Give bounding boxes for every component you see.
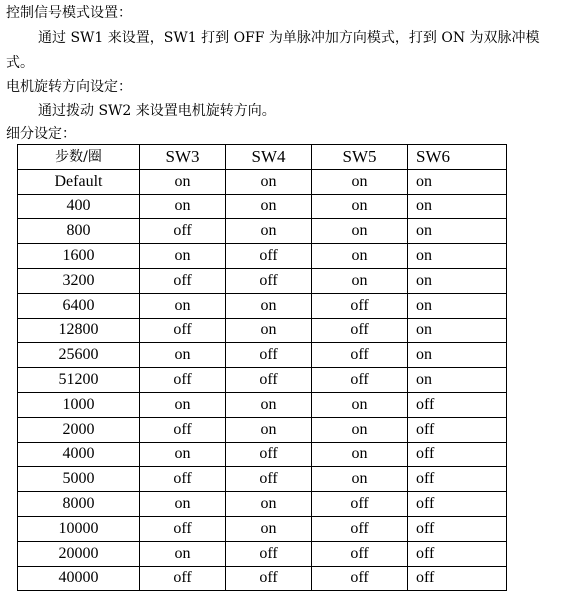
steps-cell: Default [18, 169, 140, 194]
table-row [18, 169, 507, 194]
switch-cell-sw6: off [408, 516, 507, 541]
switch-cell-sw5: on [312, 417, 408, 442]
table-row [18, 268, 507, 293]
table-row [18, 566, 507, 591]
switch-cell-sw6: off [408, 566, 507, 591]
switch-cell-sw3: off [140, 566, 226, 591]
switch-cell-sw4: on [226, 169, 312, 194]
header-sw4: SW4 [226, 145, 312, 170]
switch-cell-sw3: off [140, 467, 226, 492]
steps-cell: 12800 [18, 318, 140, 343]
switch-cell-sw6: off [408, 417, 507, 442]
switch-cell-sw3: on [140, 293, 226, 318]
steps-cell: 40000 [18, 566, 140, 591]
switch-cell-sw4: off [226, 368, 312, 393]
switch-cell-sw4: off [226, 566, 312, 591]
steps-cell: 2000 [18, 417, 140, 442]
switch-cell-sw4: on [226, 417, 312, 442]
switch-cell-sw5: off [312, 293, 408, 318]
switch-cell-sw6: off [408, 492, 507, 517]
switch-cell-sw3: on [140, 541, 226, 566]
table-row [18, 368, 507, 393]
switch-cell-sw4: off [226, 244, 312, 269]
steps-cell: 3200 [18, 268, 140, 293]
header-steps-per-rev: 步数/圈 [18, 145, 140, 170]
header-sw3: SW3 [140, 145, 226, 170]
switch-cell-sw5: off [312, 368, 408, 393]
switch-cell-sw6: off [408, 541, 507, 566]
table-header-row [18, 145, 507, 170]
switch-cell-sw5: off [312, 343, 408, 368]
switch-cell-sw6: on [408, 343, 507, 368]
switch-cell-sw5: on [312, 467, 408, 492]
switch-cell-sw3: off [140, 417, 226, 442]
control-signal-text-continued: 式。 [6, 55, 34, 71]
switch-cell-sw3: off [140, 318, 226, 343]
switch-cell-sw3: on [140, 343, 226, 368]
switch-cell-sw4: on [226, 492, 312, 517]
steps-cell: 5000 [18, 467, 140, 492]
steps-cell: 400 [18, 194, 140, 219]
steps-cell: 6400 [18, 293, 140, 318]
table-row [18, 516, 507, 541]
steps-cell: 8000 [18, 492, 140, 517]
switch-cell-sw6: on [408, 194, 507, 219]
microstep-table [17, 144, 507, 591]
steps-cell: 25600 [18, 343, 140, 368]
table-row [18, 293, 507, 318]
switch-cell-sw3: on [140, 392, 226, 417]
switch-cell-sw6: on [408, 169, 507, 194]
header-sw5: SW5 [312, 145, 408, 170]
switch-cell-sw5: on [312, 244, 408, 269]
switch-cell-sw5: off [312, 492, 408, 517]
switch-cell-sw3: off [140, 268, 226, 293]
switch-cell-sw3: on [140, 244, 226, 269]
switch-cell-sw4: on [226, 516, 312, 541]
steps-cell: 800 [18, 219, 140, 244]
control-signal-text: 通过 SW1 来设置，SW1 打到 OFF 为单脉冲加方向模式，打到 ON 为双脉冲模 [38, 30, 540, 46]
direction-text: 通过拨动 SW2 来设置电机旋转方向。 [38, 103, 276, 119]
switch-cell-sw5: on [312, 442, 408, 467]
switch-cell-sw3: on [140, 492, 226, 517]
table-row [18, 541, 507, 566]
steps-cell: 1000 [18, 392, 140, 417]
switch-cell-sw6: off [408, 392, 507, 417]
switch-cell-sw3: off [140, 368, 226, 393]
table-row [18, 244, 507, 269]
switch-cell-sw6: on [408, 293, 507, 318]
switch-cell-sw6: off [408, 467, 507, 492]
switch-cell-sw5: on [312, 219, 408, 244]
control-signal-heading: 控制信号模式设置： [6, 5, 132, 21]
switch-cell-sw6: on [408, 244, 507, 269]
switch-cell-sw4: off [226, 442, 312, 467]
table-row [18, 343, 507, 368]
switch-cell-sw4: on [226, 318, 312, 343]
switch-cell-sw3: off [140, 516, 226, 541]
steps-cell: 20000 [18, 541, 140, 566]
table-row [18, 417, 507, 442]
microstep-heading: 细分设定： [6, 126, 76, 142]
switch-cell-sw6: off [408, 442, 507, 467]
switch-cell-sw6: on [408, 268, 507, 293]
table-row [18, 392, 507, 417]
steps-cell: 51200 [18, 368, 140, 393]
switch-cell-sw5: off [312, 566, 408, 591]
switch-cell-sw6: on [408, 219, 507, 244]
switch-cell-sw3: off [140, 219, 226, 244]
steps-cell: 4000 [18, 442, 140, 467]
switch-cell-sw4: off [226, 467, 312, 492]
switch-cell-sw5: on [312, 169, 408, 194]
table-row [18, 318, 507, 343]
switch-cell-sw6: on [408, 318, 507, 343]
table-row [18, 442, 507, 467]
header-sw6: SW6 [408, 145, 507, 170]
switch-cell-sw5: off [312, 318, 408, 343]
switch-cell-sw4: on [226, 293, 312, 318]
switch-cell-sw3: on [140, 194, 226, 219]
table-row [18, 492, 507, 517]
switch-cell-sw5: on [312, 194, 408, 219]
switch-cell-sw5: off [312, 516, 408, 541]
switch-cell-sw4: off [226, 343, 312, 368]
switch-cell-sw5: off [312, 541, 408, 566]
table-row [18, 467, 507, 492]
switch-cell-sw4: off [226, 541, 312, 566]
switch-cell-sw4: on [226, 219, 312, 244]
switch-cell-sw3: on [140, 442, 226, 467]
switch-cell-sw4: on [226, 392, 312, 417]
switch-cell-sw3: on [140, 169, 226, 194]
switch-cell-sw6: on [408, 368, 507, 393]
switch-cell-sw5: on [312, 392, 408, 417]
switch-cell-sw5: on [312, 268, 408, 293]
switch-cell-sw4: on [226, 194, 312, 219]
table-row [18, 194, 507, 219]
steps-cell: 1600 [18, 244, 140, 269]
steps-cell: 10000 [18, 516, 140, 541]
direction-heading: 电机旋转方向设定： [6, 79, 132, 95]
table-row [18, 219, 507, 244]
switch-cell-sw4: off [226, 268, 312, 293]
